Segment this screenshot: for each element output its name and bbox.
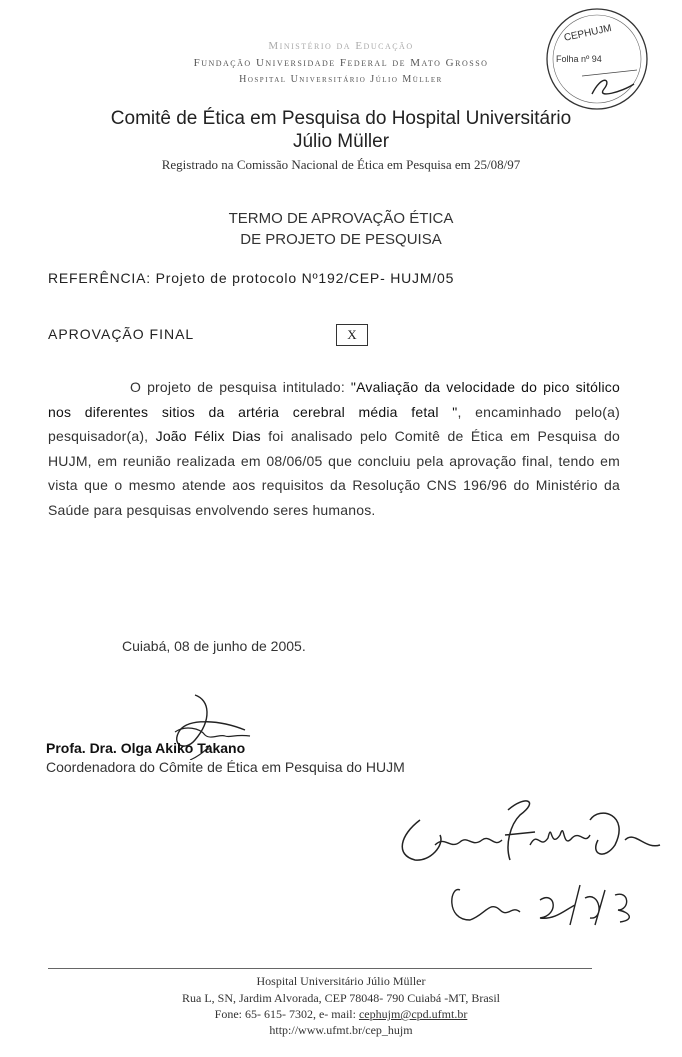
registration-note: Registrado na Comissão Nacional de Ética em Pesquisa em 25/08/97: [161, 157, 521, 172]
signatory-name: Profa. Dra. Olga Akiko Takano: [46, 740, 246, 756]
city-date: Cuiabá, 08 de junho de 2005.: [122, 638, 306, 654]
cep-stamp-icon: [542, 4, 652, 114]
protocol-reference: REFERÊNCIA: Projeto de protocolo Nº192/CEP- HUJM/05: [48, 270, 455, 286]
term-title: TERMO DE APROVAÇÃO ÉTICA: [228, 210, 454, 227]
footer-phone: Fone: 65- 615- 7302, e- mail:: [214, 1007, 359, 1021]
body-end: foi analisado pelo Comitê de Ética em Pesquisa do HUJM, em reunião realizada em 08/06/05 que concluiu pela aprovação final, tendo em vista que o mesmo atende aos requisitos da Resolução CNS 196/96 do Ministério da Saúde para pesquisas envolvendo seres humanos.: [48, 428, 620, 518]
researcher-name: João Félix Dias: [155, 428, 261, 444]
body-middle: , encaminhado pelo(a) pesquisador(a),: [48, 403, 620, 444]
footer-hospital: Hospital Universitário Júlio Müller: [256, 974, 426, 988]
footer-email-link[interactable]: cephujm@cpd.ufmt.br: [358, 1007, 468, 1021]
header-foundation: Fundação Universidade Federal de Mato Grosso: [193, 57, 489, 69]
footer-contact: [0, 1007, 682, 1022]
stamp-title: CEPHUJM: [563, 22, 613, 44]
header-hospital: Hospital Universitário Júlio Müller: [239, 74, 443, 85]
term-subtitle: DE PROJETO DE PESQUISA: [240, 231, 442, 248]
committee-title-line2: Júlio Müller: [292, 131, 390, 152]
committee-title: Comitê de Ética em Pesquisa do Hospital Universitário: [110, 108, 572, 129]
researcher-signature-icon: [390, 790, 670, 950]
footer-website-link[interactable]: http://www.ufmt.br/cep_hujm: [269, 1023, 413, 1037]
footer-divider: [48, 968, 592, 969]
project-title: "Avaliação da velocidade do pico sitólico nos diferentes sitios da artéria cerebral média fetal ": [48, 379, 620, 420]
footer-address: Rua L, SN, Jardim Alvorada, CEP 78048- 790 Cuiabá -MT, Brasil: [182, 991, 500, 1005]
approval-paragraph: [48, 375, 620, 522]
approval-checkbox: X: [336, 324, 368, 346]
signatory-role: Coordenadora do Cômite de Ética em Pesquisa do HUJM: [46, 759, 405, 775]
stamp-folha: Folha nº 94: [556, 54, 602, 64]
body-intro: O projeto de pesquisa intitulado:: [130, 379, 351, 395]
approval-label: APROVAÇÃO FINAL: [48, 326, 195, 342]
header-ministry: Ministério da Educação: [268, 40, 414, 52]
